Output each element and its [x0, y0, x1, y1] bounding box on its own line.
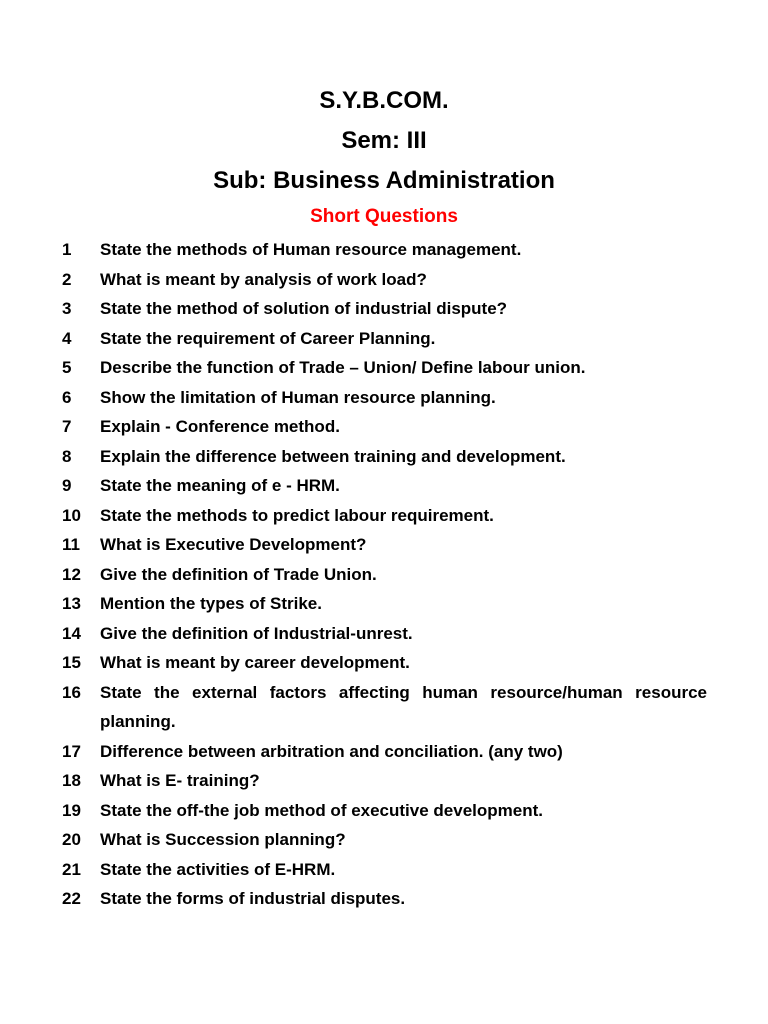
question-text: State the methods of Human resource management. — [100, 240, 522, 259]
question-number: 4 — [62, 328, 72, 348]
question-number: 5 — [62, 358, 72, 377]
question-number: 13 — [62, 594, 81, 613]
question-text: Mention the types of Strike. — [100, 594, 322, 613]
question-item — [0, 471, 768, 501]
question-number: 8 — [62, 446, 72, 466]
question-item — [0, 678, 768, 737]
section-title: Short Questions — [310, 206, 458, 227]
question-item — [0, 265, 768, 295]
question-item — [0, 619, 768, 649]
question-number: 11 — [62, 535, 80, 554]
question-text: Explain - Conference method. — [100, 417, 340, 436]
question-number: 22 — [62, 889, 81, 908]
question-text: State the method of solution of industrial dispute? — [100, 299, 508, 318]
question-number: 10 — [62, 505, 81, 525]
question-text: State the methods to predict labour requirement. — [100, 505, 494, 525]
question-item — [0, 648, 768, 678]
question-text: Difference between arbitration and conciliation. (any two) — [100, 741, 563, 761]
question-number: 21 — [62, 859, 81, 879]
question-text: Explain the difference between training and development. — [100, 446, 566, 466]
question-number: 19 — [62, 800, 81, 820]
question-number: 2 — [62, 269, 72, 289]
question-text: Give the definition of Industrial-unrest. — [100, 623, 413, 643]
question-number: 12 — [62, 564, 81, 584]
question-text: What is E- training? — [100, 771, 260, 790]
question-text: State the off-the job method of executive development. — [100, 800, 543, 820]
question-number: 15 — [62, 653, 81, 672]
question-text: What is Executive Development? — [100, 535, 367, 554]
question-item — [0, 383, 768, 413]
question-item — [0, 412, 768, 442]
question-text: State the activities of E-HRM. — [100, 859, 336, 879]
question-number: 7 — [62, 417, 72, 436]
question-item — [0, 855, 768, 885]
question-number: 6 — [62, 387, 72, 407]
question-text: State the meaning of e - HRM. — [100, 476, 340, 495]
question-item — [0, 825, 768, 855]
question-text: State the requirement of Career Planning. — [100, 328, 436, 348]
question-item — [0, 796, 768, 826]
question-number: 14 — [62, 623, 81, 643]
question-item — [0, 324, 768, 354]
subject-title: Sub: Business Administration — [213, 167, 555, 194]
question-item — [0, 442, 768, 472]
question-text: Give the definition of Trade Union. — [100, 564, 377, 584]
question-item — [0, 235, 768, 265]
question-text: What is meant by analysis of work load? — [100, 269, 427, 289]
semester-title: Sem: III — [341, 127, 427, 154]
question-item — [0, 501, 768, 531]
question-item — [0, 884, 768, 914]
question-number: 16 — [62, 682, 81, 702]
question-item — [0, 737, 768, 767]
question-list — [0, 235, 768, 914]
question-text: What is Succession planning? — [100, 830, 346, 849]
question-item — [0, 294, 768, 324]
question-item — [0, 589, 768, 619]
course-title: S.Y.B.COM. — [319, 87, 449, 114]
question-item — [0, 530, 768, 560]
question-text: Describe the function of Trade – Union/ Define labour union. — [100, 358, 586, 377]
question-number: 20 — [62, 830, 81, 849]
question-number: 1 — [62, 240, 72, 259]
question-item — [0, 766, 768, 796]
question-number: 17 — [62, 741, 81, 761]
question-text: What is meant by career development. — [100, 653, 410, 672]
question-text: State the forms of industrial disputes. — [100, 889, 406, 908]
question-text: Show the limitation of Human resource planning. — [100, 387, 496, 407]
question-item — [0, 560, 768, 590]
question-number: 9 — [62, 476, 72, 495]
question-number: 18 — [62, 771, 81, 790]
question-text: State the external factors affecting human resource/human resource planning. — [100, 682, 707, 731]
question-number: 3 — [62, 299, 72, 318]
question-item — [0, 353, 768, 383]
